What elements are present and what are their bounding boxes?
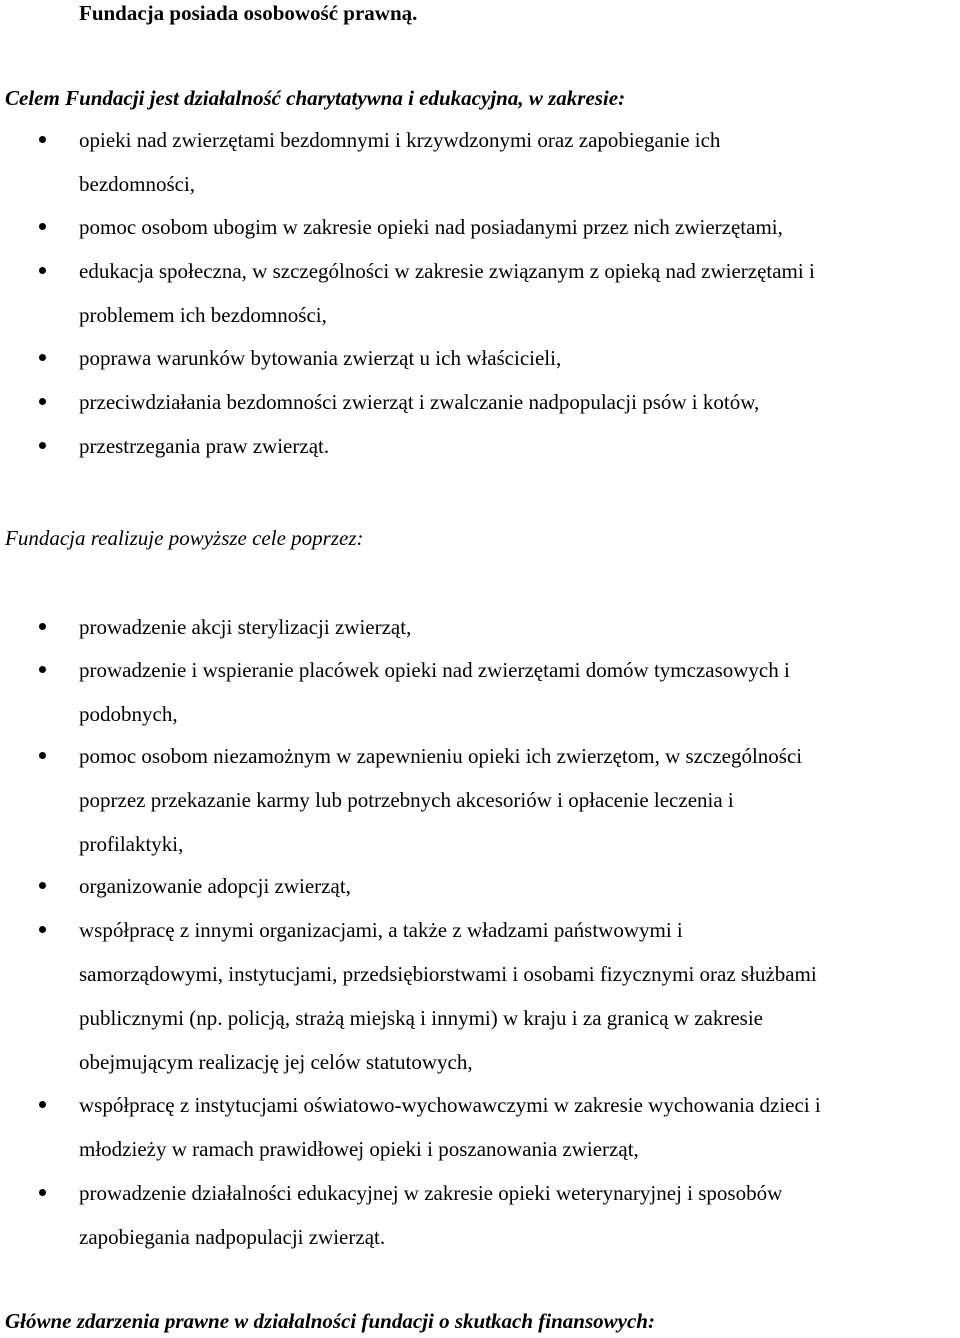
list-item-text — [79, 908, 949, 1084]
list-item-text — [79, 336, 949, 380]
list-item-line: publicznymi (np. policją, strażą miejską i innymi) w kraju i za granicą w zakresie — [79, 1006, 764, 1030]
bullet-icon — [39, 926, 46, 933]
goals-heading: Celem Fundacji jest działalność charytatywna i edukacyjna, w zakresie: — [5, 86, 626, 110]
list-item-text — [79, 380, 949, 424]
list-item-line: współpracę z instytucjami oświatowo-wychowawczymi w zakresie wychowania dzieci i — [79, 1093, 821, 1117]
list-item-line: młodzieży w ramach prawidłowej opieki i poszanowania zwierząt, — [79, 1137, 639, 1161]
bullet-icon — [39, 354, 46, 361]
list-item-line: poprzez przekazanie karmy lub potrzebnych akcesoriów i opłacenie leczenia i — [79, 788, 734, 812]
bullet-icon — [39, 398, 46, 405]
list-item-line: prowadzenie akcji sterylizacji zwierząt, — [79, 615, 412, 639]
list-item-line: obejmującym realizację jej celów statutowych, — [79, 1050, 473, 1074]
list-item-line: bezdomności, — [79, 172, 196, 196]
bullet-icon — [39, 1101, 46, 1108]
bullet-icon — [39, 267, 46, 274]
bullet-icon — [39, 666, 46, 673]
statement-legal-personality: Fundacja posiada osobowość prawną. — [79, 1, 418, 25]
list-item-line: przestrzegania praw zwierząt. — [79, 434, 330, 458]
bullet-icon — [39, 442, 46, 449]
list-item-line: samorządowymi, instytucjami, przedsiębiorstwami i osobami fizycznymi oraz służbami — [79, 962, 817, 986]
bullet-icon — [39, 1189, 46, 1196]
list-item-line: pomoc osobom ubogim w zakresie opieki nad posiadanymi przez nich zwierzętami, — [79, 215, 783, 239]
list-item-text — [79, 118, 949, 206]
list-item-line: prowadzenie i wspieranie placówek opieki nad zwierzętami domów tymczasowych i — [79, 658, 790, 682]
bullet-icon — [39, 223, 46, 230]
list-item-text — [79, 424, 949, 468]
list-item-text — [79, 205, 949, 249]
list-item-line: edukacja społeczna, w szczególności w zakresie związanym z opieką nad zwierzętami i — [79, 259, 815, 283]
bullet-icon — [39, 752, 46, 759]
list-item-line: zapobiegania nadpopulacji zwierząt. — [79, 1225, 386, 1249]
list-item-line: poprawa warunków bytowania zwierząt u ich właścicieli, — [79, 346, 562, 370]
list-item-text — [79, 249, 949, 337]
list-item-line: organizowanie adopcji zwierząt, — [79, 874, 351, 898]
list-item-text — [79, 1083, 949, 1171]
list-item-line: przeciwdziałania bezdomności zwierząt i zwalczanie nadpopulacji psów i kotów, — [79, 390, 760, 414]
bullet-icon — [39, 623, 46, 630]
bullet-icon — [39, 882, 46, 889]
list-item-text — [79, 1171, 949, 1259]
bullet-icon — [39, 136, 46, 143]
list-item-line: prowadzenie działalności edukacyjnej w zakresie opieki weterynaryjnej i sposobów — [79, 1181, 783, 1205]
list-item-text — [79, 605, 949, 649]
methods-heading: Fundacja realizuje powyższe cele poprzez: — [5, 526, 364, 550]
list-item-text — [79, 648, 949, 736]
financial-events-heading: Główne zdarzenia prawne w działalności fundacji o skutkach finansowych: — [5, 1309, 655, 1333]
list-item-line: współpracę z innymi organizacjami, a także z władzami państwowymi i — [79, 918, 683, 942]
list-item-text — [79, 734, 949, 866]
list-item-line: podobnych, — [79, 702, 178, 726]
list-item-line: profilaktyki, — [79, 832, 184, 856]
list-item-line: opieki nad zwierzętami bezdomnymi i krzywdzonymi oraz zapobieganie ich — [79, 128, 721, 152]
list-item-line: pomoc osobom niezamożnym w zapewnieniu opieki ich zwierzętom, w szczególności — [79, 744, 803, 768]
list-item-line: problemem ich bezdomności, — [79, 303, 327, 327]
list-item-text — [79, 864, 949, 908]
